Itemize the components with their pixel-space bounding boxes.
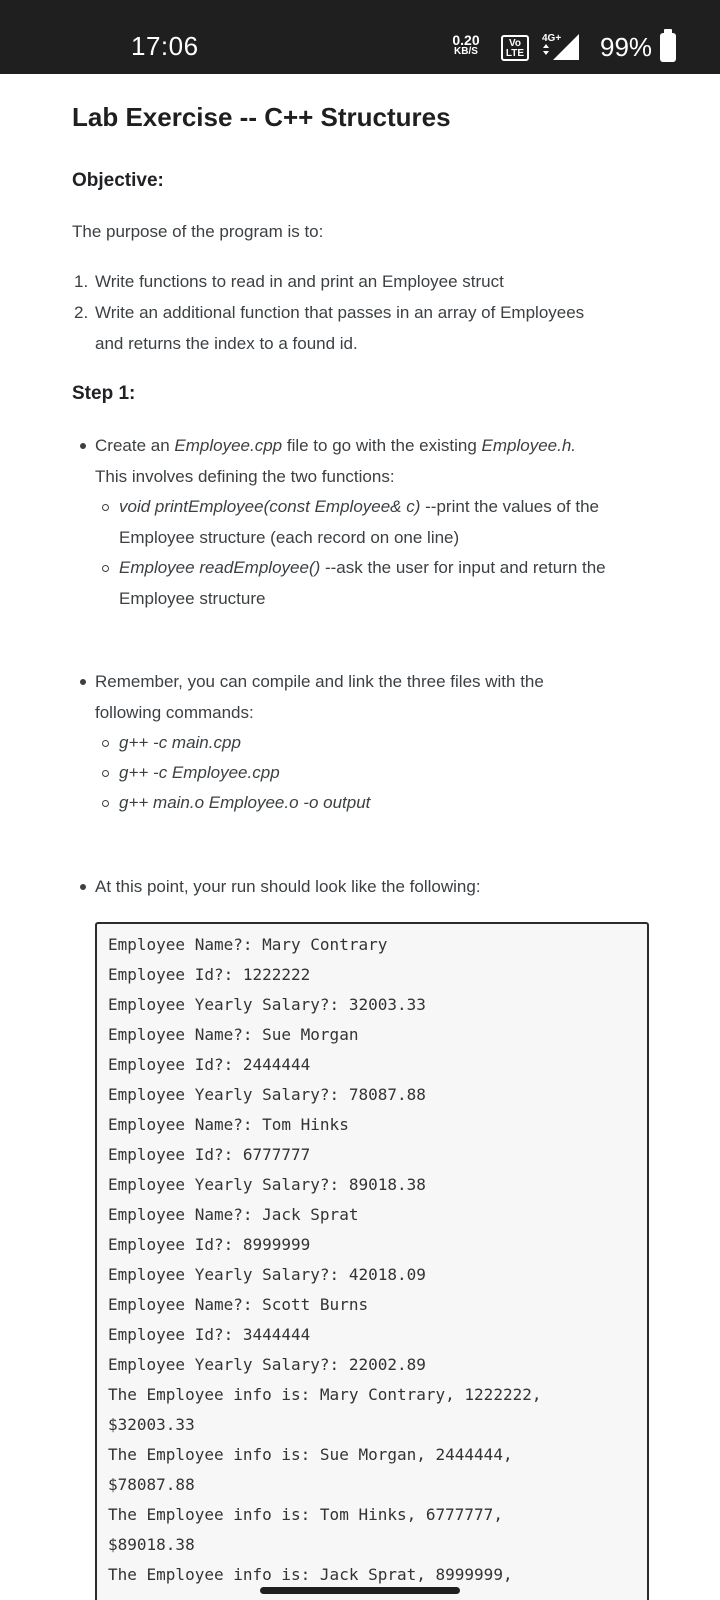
- code-line: The Employee info is: Jack Sprat, 8999999,: [108, 1565, 513, 1584]
- code-line: Employee Name?: Mary Contrary: [108, 935, 388, 954]
- battery-percent: 99%: [600, 32, 653, 62]
- volte-icon: [501, 35, 529, 61]
- bullet-text-continued: This involves defining the two functions:: [95, 467, 395, 486]
- link-command: g++ main.o Employee.o -o output: [119, 793, 371, 812]
- code-line: The Employee info is: Mary Contrary, 1222222,: [108, 1385, 542, 1404]
- file-name-cpp: Employee.cpp: [174, 436, 283, 455]
- code-line: Employee Name?: Tom Hinks: [108, 1115, 349, 1134]
- bullet-text-continued: following commands:: [95, 703, 254, 722]
- objective-number: 1.: [74, 272, 89, 291]
- signal-icon: [541, 30, 583, 62]
- code-line: Employee Name?: Jack Sprat: [108, 1205, 359, 1224]
- code-line: Employee Id?: 1222222: [108, 965, 311, 984]
- code-line: Employee Yearly Salary?: 78087.88: [108, 1085, 426, 1104]
- file-name-h: Employee.h.: [481, 436, 577, 455]
- battery-icon: [660, 33, 676, 62]
- network-type-label: 4G+: [542, 33, 562, 44]
- function-description-continued: Employee structure: [119, 589, 266, 608]
- compile-command: g++ -c main.cpp: [119, 733, 241, 752]
- status-bar: [0, 0, 720, 74]
- network-speed-unit: KB/S: [454, 46, 478, 57]
- code-line: Employee Name?: Sue Morgan: [108, 1025, 359, 1044]
- sub-bullet-icon: [102, 800, 109, 807]
- sub-bullet-icon: [102, 740, 109, 747]
- code-line: The Employee info is: Tom Hinks, 6777777,: [108, 1505, 503, 1524]
- page-title: Lab Exercise -- C++ Structures: [72, 102, 451, 132]
- sub-bullet-icon: [102, 504, 109, 511]
- sample-output-code-block: [95, 922, 649, 1600]
- code-line: Employee Yearly Salary?: 32003.33: [108, 995, 426, 1014]
- sub-bullet-print-employee: [119, 491, 659, 522]
- objective-number: 2.: [74, 303, 89, 322]
- code-line: Employee Id?: 6777777: [108, 1145, 311, 1164]
- code-line: $32003.33: [108, 1415, 195, 1434]
- sub-bullet-icon: [102, 565, 109, 572]
- function-description-continued: Employee structure (each record on one line): [119, 528, 460, 547]
- status-time: 17:06: [131, 31, 199, 61]
- bullet-create-file: [95, 430, 655, 461]
- network-speed-value: 0.20: [452, 32, 480, 48]
- function-description: --ask the user for input and return the: [320, 558, 606, 577]
- code-line: Employee Yearly Salary?: 42018.09: [108, 1265, 426, 1284]
- objective-item-2: [0, 297, 720, 359]
- code-line: Employee Id?: 8999999: [108, 1235, 311, 1254]
- objective-text: Write an additional function that passes in an array of Employees: [95, 303, 585, 322]
- code-line: Employee Id?: 2444444: [108, 1055, 311, 1074]
- function-signature: void printEmployee(const Employee& c): [119, 497, 421, 516]
- bullet-compile-instructions: Remember, you can compile and link the three files with the: [95, 672, 544, 691]
- function-signature: Employee readEmployee(): [119, 558, 321, 577]
- bullet-text: Create an: [95, 436, 175, 455]
- code-line: Employee Yearly Salary?: 89018.38: [108, 1175, 426, 1194]
- code-line: $89018.38: [108, 1535, 195, 1554]
- compile-command: g++ -c Employee.cpp: [119, 763, 280, 782]
- code-line: Employee Name?: Scott Burns: [108, 1295, 369, 1314]
- volte-top-label: Vo: [508, 38, 522, 49]
- objective-heading: Objective:: [72, 170, 164, 191]
- bullet-sample-run: At this point, your run should look like the following:: [95, 877, 481, 896]
- network-speed: [448, 34, 484, 58]
- volte-bottom-label: LTE: [505, 48, 525, 59]
- function-description: --print the values of the: [420, 497, 600, 516]
- code-line: Employee Yearly Salary?: 22002.89: [108, 1355, 426, 1374]
- sub-bullet-icon: [102, 770, 109, 777]
- objective-text: Write functions to read in and print an Employee struct: [95, 272, 504, 291]
- bullet-icon: [80, 679, 86, 685]
- bullet-icon: [80, 443, 86, 449]
- code-line: $78087.88: [108, 1475, 195, 1494]
- code-line: Employee Id?: 3444444: [108, 1325, 311, 1344]
- purpose-text: The purpose of the program is to:: [72, 222, 324, 241]
- objective-text-continued: and returns the index to a found id.: [95, 334, 358, 353]
- bullet-icon: [80, 884, 86, 890]
- bullet-text: file to go with the existing: [282, 436, 482, 455]
- home-gesture-bar[interactable]: [260, 1587, 460, 1594]
- step-heading: Step 1:: [72, 383, 136, 404]
- code-line: The Employee info is: Sue Morgan, 2444444,: [108, 1445, 513, 1464]
- sub-bullet-read-employee: [119, 552, 659, 583]
